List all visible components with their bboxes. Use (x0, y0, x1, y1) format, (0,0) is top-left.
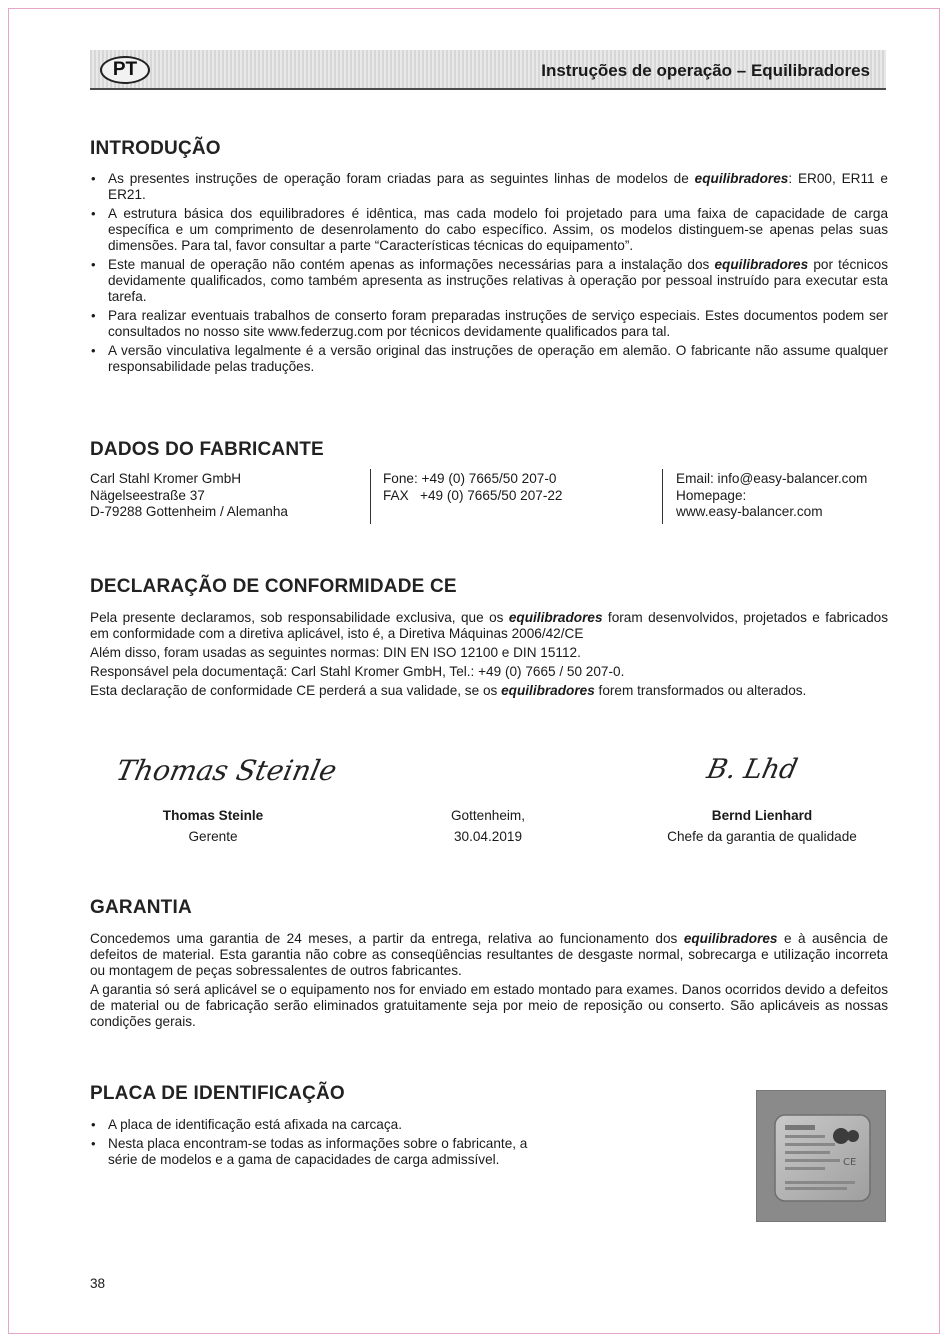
manufacturer-web (676, 471, 867, 521)
conformity-paragraph: Além disso, foram usadas as seguintes normas: DIN EN ISO 12100 e DIN 15112. (90, 645, 581, 660)
conformity-section (90, 610, 888, 702)
signature-bernd-lienhard (702, 748, 822, 790)
warranty-paragraph: Concedemos uma garantia de 24 meses, a partir da entrega, relativa ao funcionamento dos equilibradores e à ausência de defeitos de material. Esta garantia não cobre as conseqüências resultantes de desgaste normal, sobrecarga e utilização incorreta ou montagem de peças sobressalentes de outros fabricantes. (90, 931, 889, 978)
nameplate-illustration (757, 1091, 885, 1221)
page-number: 38 (90, 1276, 106, 1291)
manufacturer-address (90, 471, 288, 521)
nameplate-bullet-list (90, 1117, 560, 1168)
conformity-paragraph: Pela presente declaramos, sob responsabilidade exclusiva, que os equilibradores foram desenvolvidos, projetados e fabricados em conformidade com a diretiva aplicável, isto é, a Diretiva Máquinas 2006/42/CE (90, 610, 888, 641)
intro-bullet: • Para realizar eventuais trabalhos de conserto foram preparadas instruções de serviço especiais. Estes documentos podem ser consultados no nosso site www.federzug.com por técnicos devidamente qualificados para tal. (90, 308, 888, 340)
column-divider (370, 469, 371, 524)
warranty-heading: GARANTIA (90, 897, 192, 918)
manufacturer-heading: DADOS DO FABRICANTE (90, 439, 324, 460)
address-line: Nägelseestraße 37 (90, 487, 205, 503)
fax-line: FAX +49 (0) 7665/50 207-22 (383, 487, 563, 503)
address-line: D-79288 Gottenheim / Alemanha (90, 504, 288, 519)
document-title: Instruções de operação – Equilibradores (541, 61, 870, 80)
signature-place: Gottenheim, (450, 808, 526, 823)
column-divider (662, 469, 663, 524)
manufacturer-phone (383, 471, 563, 504)
intro-heading: INTRODUÇÃO (90, 138, 221, 159)
nameplate-photo (756, 1090, 886, 1222)
intro-bullet: • As presentes instruções de operação foram criadas para as seguintes linhas de modelos de equilibradores: ER00, ER11 e ER21. (90, 171, 888, 203)
intro-bullet: • A versão vinculativa legalmente é a versão original das instruções de operação em alemão. O fabricante não assume qualquer responsabilidade pelas traduções. (90, 343, 888, 375)
language-badge: PT (100, 56, 150, 84)
intro-bullet-list (90, 171, 888, 375)
ce-mark: CE (843, 1157, 857, 1168)
signature-date: 30.04.2019 (453, 829, 523, 844)
signatory-left-name: Thomas Steinle (162, 808, 264, 823)
signatory-right-name: Bernd Lienhard (711, 808, 813, 823)
address-line: Carl Stahl Kromer GmbH (90, 471, 242, 486)
intro-section (90, 171, 888, 378)
warranty-section (90, 931, 888, 1033)
nameplate-section (90, 1117, 560, 1171)
intro-bullet: • Este manual de operação não contém apenas as informações necessárias para a instalação dos equilibradores por técnicos devidamente qualificados, como também apresenta as instruções relativas à operação por pessoal instruído para executar esta tarefa. (90, 257, 888, 305)
nameplate-bullet: • Nesta placa encontram-se todas as informações sobre o fabricante, a série de modelos e a gama de capacidades de carga admissível. (90, 1136, 560, 1168)
conformity-paragraph: Responsável pela documentaçã: Carl Stahl Kromer GmbH, Tel.: +49 (0) 7665 / 50 207-0. (90, 664, 625, 679)
intro-bullet: • A estrutura básica dos equilibradores é idêntica, mas cada modelo foi projetado para uma faixa de capacidade de carga específica e um comprimento de desenrolamento do cabo específico. Assim, os modelos distinguem-se apenas pelas suas dimensões. Para tal, favor consultar a parte “Características técnicas do equipamento”. (90, 206, 888, 254)
signatory-right-role: Chefe da garantia de qualidade (667, 829, 857, 844)
email-line: Email: info@easy-balancer.com (676, 471, 868, 486)
signatory-left-role: Gerente (188, 829, 238, 844)
conformity-heading: DECLARAÇÃO DE CONFORMIDADE CE (90, 576, 457, 597)
signature-thomas-steinle (113, 746, 340, 792)
homepage-label: Homepage: (676, 487, 747, 503)
conformity-paragraph: Esta declaração de conformidade CE perderá a sua validade, se os equilibradores forem transformados ou alterados. (90, 683, 807, 698)
nameplate-heading: PLACA DE IDENTIFICAÇÃO (90, 1083, 345, 1104)
warranty-paragraph: A garantia só será aplicável se o equipamento nos for enviado em estado montado para exames. Danos ocorridos devido a defeitos de material ou de fabricação serão eliminados gratuitamente seja por meio de reposição ou conserto. São aplicáveis as nossas condições gerais. (90, 982, 888, 1029)
svg-text:Thomas Steinle: Thomas Steinle (113, 754, 340, 787)
homepage-link[interactable]: www.easy-balancer.com (676, 504, 823, 519)
nameplate-bullet: • A placa de identificação está afixada na carcaça. (90, 1117, 560, 1133)
phone-line: Fone: +49 (0) 7665/50 207-0 (383, 471, 557, 486)
svg-text:B. Lhd: B. Lhd (704, 754, 801, 785)
